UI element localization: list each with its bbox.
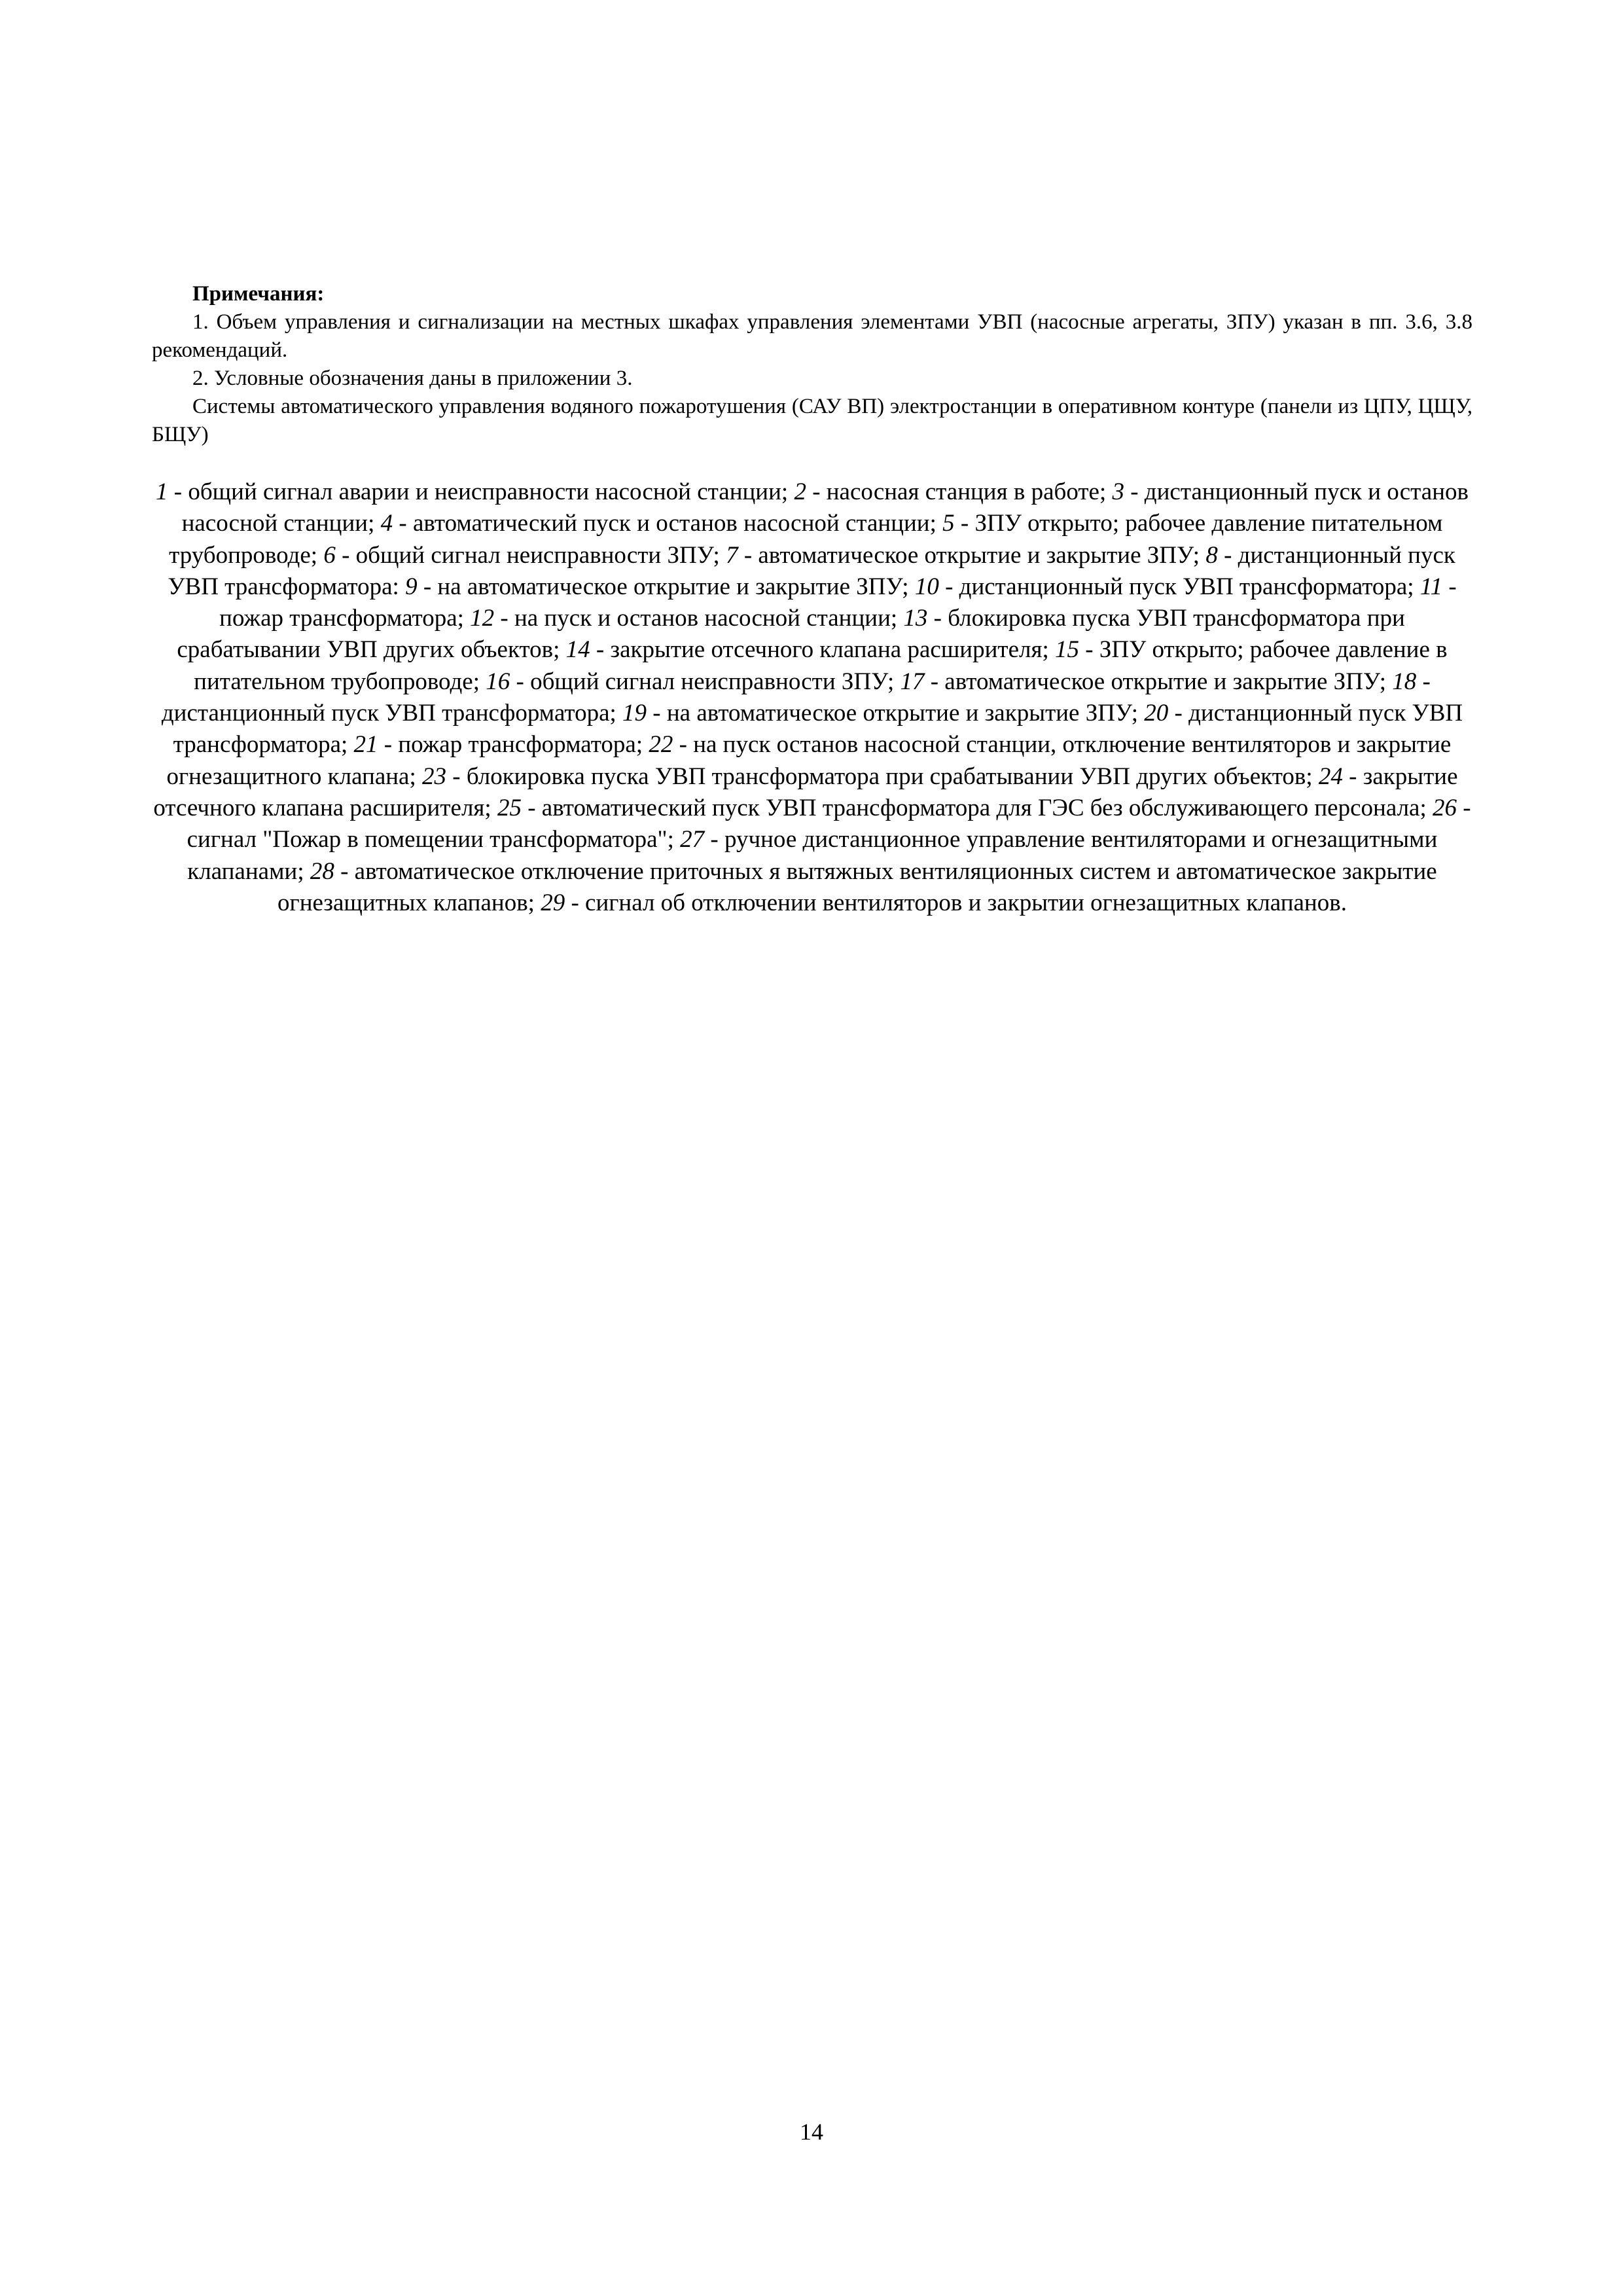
- legend-text: - сигнал об отключении вентиляторов и закрытии огнезащитных клапанов.: [565, 889, 1347, 916]
- note-item: Системы автоматического управления водяного пожаротушения (САУ ВП) электростанции в оперативном контуре (панели из ЦПУ, ЦЩУ, БЩУ): [152, 395, 1472, 446]
- legend-text: - блокировка пуска УВП трансформатора при срабатывании УВП других объектов;: [446, 762, 1319, 790]
- note-item: 2. Условные обозначения даны в приложении 3.: [192, 367, 633, 390]
- legend-entry: [541, 889, 1347, 916]
- legend-number: 1: [156, 478, 168, 505]
- legend-number: 20: [1144, 700, 1169, 727]
- note-item: 1. Объем управления и сигнализации на местных шкафах управления элементами УВП (насосные агрегаты, ЗПУ) указан в пп. 3.6, 3.8 рекомендаций.: [152, 310, 1472, 362]
- legend-number: 28: [310, 857, 334, 885]
- notes-block: [152, 280, 1472, 449]
- legend-text: - сигнал "Пожар в помещении трансформатора";: [187, 794, 1471, 853]
- legend-number: 14: [565, 636, 590, 664]
- legend-number: 6: [323, 541, 336, 569]
- legend-number: 19: [622, 700, 647, 727]
- legend-number: 3: [1112, 478, 1124, 505]
- legend-number: 12: [470, 605, 495, 632]
- legend-entry: [726, 542, 1205, 569]
- legend-text: - общий сигнал неисправности ЗПУ;: [510, 668, 901, 695]
- legend-text: - ЗПУ открыто; рабочее давление в питательном трубопроводе;: [194, 636, 1448, 695]
- legend-text: - на автоматическое открытие и закрытие ЗПУ;: [647, 700, 1145, 727]
- legend-text: - на пуск останов насосной станции, отключение вентиляторов и закрытие огнезащитного клапана;: [166, 731, 1452, 790]
- legend-entry: [622, 700, 1144, 726]
- legend-text: - дистанционный пуск и останов насосной станции;: [181, 478, 1469, 537]
- legend-text: - блокировка пуска УВП трансформатора при срабатывании УВП других объектов;: [177, 605, 1405, 664]
- legend-number: 18: [1392, 668, 1417, 695]
- legend-number: 22: [649, 731, 673, 759]
- legend-number: 15: [1055, 636, 1080, 664]
- legend-number: 16: [486, 668, 510, 695]
- legend-entry: [405, 573, 915, 600]
- legend-entry: [900, 668, 1392, 695]
- legend-number: 23: [422, 762, 446, 790]
- legend-entry: [486, 668, 900, 695]
- legend-text: - дистанционный пуск УВП трансформатора;: [938, 573, 1420, 600]
- legend-entry: [915, 573, 1420, 600]
- legend-entry: [156, 478, 794, 505]
- legend-entry: [470, 605, 903, 632]
- legend-text: - пожар трансформатора;: [219, 573, 1457, 632]
- legend-entry: [794, 478, 1112, 505]
- legend-text: - на пуск и останов насосной станции;: [494, 605, 904, 632]
- legend-text: - ЗПУ открыто; рабочее давление питательном трубопроводе;: [169, 510, 1443, 569]
- legend-number: 11: [1419, 573, 1443, 600]
- legend-number: 7: [726, 541, 738, 569]
- legend-text: - закрытие отсечного клапана расширителя;: [590, 636, 1056, 664]
- legend-text: - автоматический пуск УВП трансформатора для ГЭС без обслуживающего персонала;: [521, 794, 1433, 821]
- legend-text: - ручное дистанционное управление вентиляторами и огнезащитными клапанами;: [187, 826, 1438, 885]
- legend-text: - дистанционный пуск УВП трансформатора;: [173, 700, 1463, 759]
- legend-number: 4: [380, 510, 393, 537]
- notes-heading: Примечания:: [192, 282, 325, 306]
- legend-number: 2: [794, 478, 806, 505]
- legend-entry: [497, 795, 1433, 821]
- legend-text: - закрытие отсечного клапана расширителя;: [153, 762, 1458, 821]
- legend-number: 26: [1433, 794, 1457, 821]
- legend-text: - дистанционный пуск УВП трансформатора;: [161, 668, 1431, 727]
- legend-number: 25: [497, 794, 522, 821]
- legend-number: 27: [680, 826, 705, 853]
- legend-paragraph: [152, 476, 1472, 919]
- legend-number: 17: [900, 668, 925, 695]
- legend-number: 8: [1205, 541, 1218, 569]
- legend-entry: [354, 731, 649, 758]
- legend-text: - пожар трансформатора;: [378, 731, 649, 759]
- legend-text: - на автоматическое открытие и закрытие ЗПУ;: [417, 573, 915, 600]
- legend-number: 5: [942, 510, 955, 537]
- legend-entry: [381, 510, 943, 537]
- legend-text: - автоматический пуск и останов насосной станции;: [393, 510, 943, 537]
- legend-number: 13: [903, 605, 928, 632]
- legend-entry: [323, 542, 726, 569]
- legend-number: 29: [541, 889, 565, 916]
- legend-text: - насосная станция в работе;: [806, 478, 1113, 505]
- legend-number: 24: [1318, 762, 1343, 790]
- page-number: 14: [800, 2119, 823, 2145]
- legend-text: - автоматическое открытие и закрытие ЗПУ;: [738, 541, 1206, 569]
- legend-text: - автоматическое открытие и закрытие ЗПУ;: [924, 668, 1393, 695]
- legend-number: 21: [353, 731, 378, 759]
- legend-text: - общий сигнал неисправности ЗПУ;: [335, 541, 726, 569]
- legend-text: - дистанционный пуск УВП трансформатора:: [168, 541, 1455, 600]
- legend-text: - автоматическое отключение приточных я вытяжных вентиляционных систем и автоматическое закрытие огнезащитных клапанов;: [277, 857, 1437, 916]
- legend-entry: [566, 636, 1055, 663]
- legend-number: 9: [405, 573, 418, 600]
- legend-entry: [422, 763, 1319, 790]
- legend-text: - общий сигнал аварии и неисправности насосной станции;: [168, 478, 794, 505]
- legend-number: 10: [914, 573, 939, 600]
